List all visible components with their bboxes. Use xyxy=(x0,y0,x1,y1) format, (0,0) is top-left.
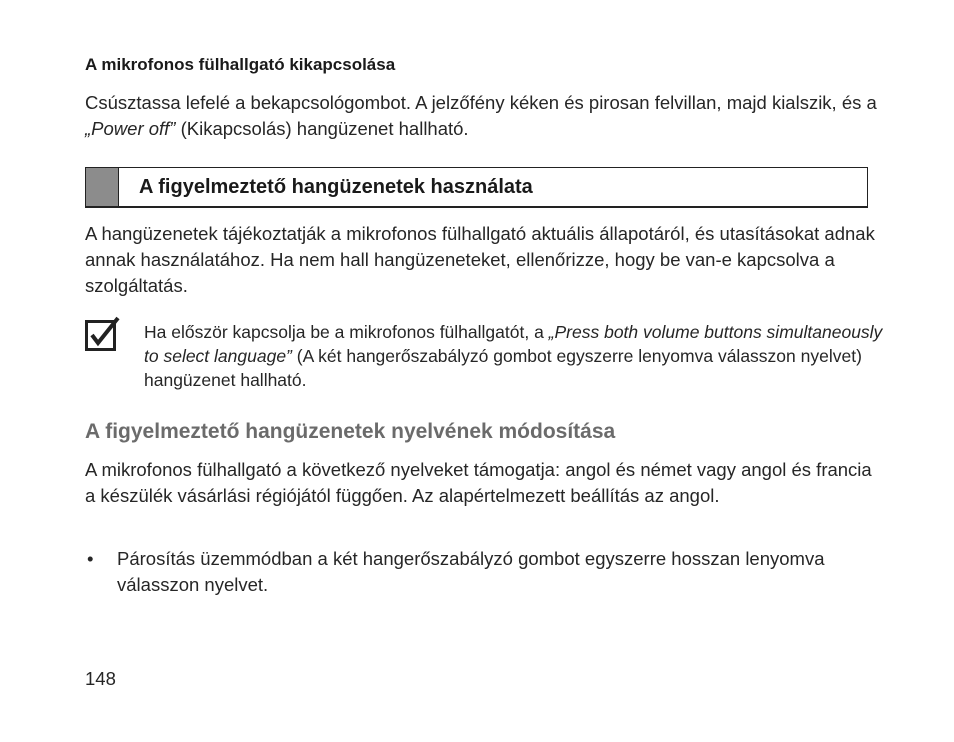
poweroff-text-after: (Kikapcsolás) hangüzenet hallható. xyxy=(175,118,469,139)
note-text-after: (A két hangerőszabályzó gombot egyszerre lenyomva válasszon nyelvet) hangüzenet hallható. xyxy=(144,346,862,390)
poweroff-italic-phrase: „Power off” xyxy=(85,118,176,139)
poweroff-text-before: Csúsztassa lefelé a bekapcsológombot. A jelzőfény kéken és pirosan felvillan, majd kialszik, és a xyxy=(85,92,877,113)
poweroff-paragraph xyxy=(85,90,885,142)
language-paragraph: A mikrofonos fülhallgató a következő nyelveket támogatja: angol és német vagy angol és francia a készülék vásárlási régiójától függően. Az alapértelmezett beállítás az angol. xyxy=(85,459,872,506)
banner-title: A figyelmeztető hangüzenetek használata xyxy=(139,175,533,198)
section-heading: A mikrofonos fülhallgató kikapcsolása xyxy=(85,55,396,74)
checkbox-note-icon xyxy=(85,316,121,352)
note-text-before: Ha először kapcsolja be a mikrofonos fülhallgatót, a xyxy=(144,322,549,342)
subheading: A figyelmeztető hangüzenetek nyelvének módosítása xyxy=(85,420,616,443)
banner-grey-block xyxy=(86,168,119,206)
bullet-text: Párosítás üzemmódban a két hangerőszabályzó gombot egyszerre hosszan lenyomva válasszon nyelvet. xyxy=(117,548,825,595)
section-banner xyxy=(85,167,868,208)
note-text xyxy=(144,320,884,392)
page-number: 148 xyxy=(85,668,116,689)
note-italic-phrase: „Press both volume buttons simultaneously to select language” xyxy=(144,322,883,366)
bullet-marker: • xyxy=(87,548,94,569)
intro-paragraph: A hangüzenetek tájékoztatják a mikrofonos fülhallgató aktuális állapotáról, és utasításokat adnak annak használatához. Ha nem hall hangüzeneteket, ellenőrizze, hogy be van-e kapcsolva a szolgáltatás. xyxy=(85,223,875,296)
